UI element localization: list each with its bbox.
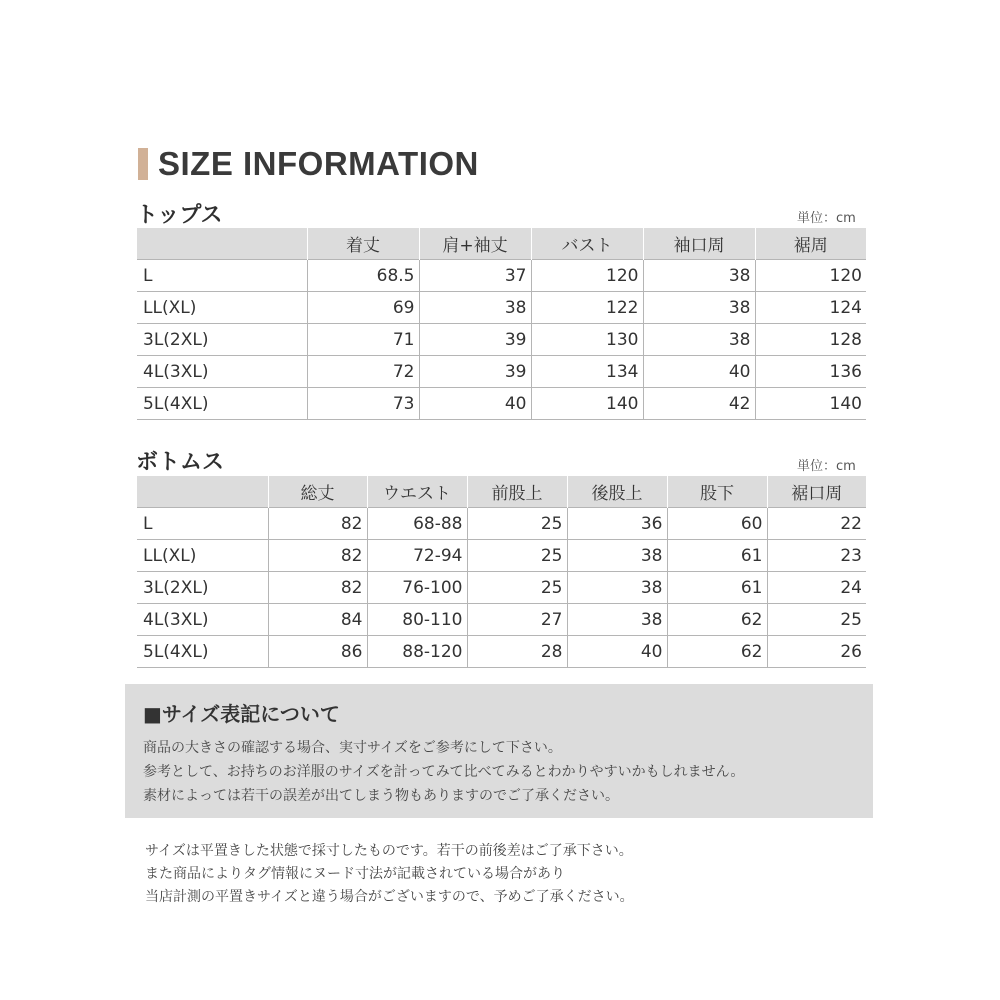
measurement-cell: 25 — [467, 572, 567, 604]
notice-text — [143, 736, 744, 808]
tops-column-header: 肩+袖丈 — [419, 228, 531, 260]
measurement-cell: 38 — [567, 572, 667, 604]
measurement-cell: 124 — [755, 292, 866, 324]
measurement-cell: 27 — [467, 604, 567, 636]
measurement-cell: 38 — [567, 604, 667, 636]
size-label-cell: 5L(4XL) — [137, 636, 268, 668]
measurement-cell: 73 — [307, 388, 419, 420]
title-accent-bar — [138, 148, 148, 180]
size-notice-box — [125, 684, 873, 818]
measurement-cell: 72-94 — [367, 540, 467, 572]
measurement-cell: 40 — [567, 636, 667, 668]
size-label-cell: LL(XL) — [137, 292, 307, 324]
bottoms-size-table — [137, 476, 866, 668]
table-row — [137, 572, 866, 604]
measurement-cell: 82 — [268, 540, 367, 572]
measurement-cell: 25 — [767, 604, 866, 636]
tops-unit: 単位：cm — [797, 211, 856, 226]
size-label-cell: LL(XL) — [137, 540, 268, 572]
page-title-block — [138, 146, 479, 182]
table-row — [137, 292, 866, 324]
size-label-cell: L — [137, 260, 307, 292]
measurement-cell: 140 — [755, 388, 866, 420]
measurement-cell: 68-88 — [367, 508, 467, 540]
measurement-cell: 38 — [643, 324, 755, 356]
notice-line: 素材によっては若干の誤差が出てしまう物もありますのでご了承ください。 — [143, 788, 619, 804]
page-title: SIZE INFORMATION — [158, 145, 479, 182]
measurement-cell: 26 — [767, 636, 866, 668]
bottoms-unit: 単位：cm — [797, 459, 856, 474]
measurement-cell: 61 — [667, 540, 767, 572]
tops-column-header: 裾周 — [755, 228, 866, 260]
size-label-cell: 3L(2XL) — [137, 324, 307, 356]
bottoms-label: ボトムス — [136, 450, 225, 475]
measurement-cell: 28 — [467, 636, 567, 668]
measurement-cell: 22 — [767, 508, 866, 540]
measurement-cell: 128 — [755, 324, 866, 356]
size-label-cell: L — [137, 508, 268, 540]
size-label-cell: 4L(3XL) — [137, 356, 307, 388]
measurement-cell: 86 — [268, 636, 367, 668]
measurement-cell: 38 — [643, 292, 755, 324]
measurement-cell: 88-120 — [367, 636, 467, 668]
measurement-cell: 62 — [667, 604, 767, 636]
bottoms-column-header: ウエスト — [367, 476, 467, 508]
tops-column-header: 着丈 — [307, 228, 419, 260]
measurement-cell: 36 — [567, 508, 667, 540]
measurement-cell: 69 — [307, 292, 419, 324]
measurement-cell: 39 — [419, 324, 531, 356]
table-row — [137, 324, 866, 356]
measurement-cell: 120 — [531, 260, 643, 292]
measurement-cell: 130 — [531, 324, 643, 356]
table-row — [137, 388, 866, 420]
bottoms-column-header: 後股上 — [567, 476, 667, 508]
footer-line: サイズは平置きした状態で採寸したものです。若干の前後差はご了承下さい。 — [145, 843, 633, 859]
tops-label: トップス — [136, 203, 223, 228]
measurement-cell: 61 — [667, 572, 767, 604]
bottoms-column-header: 前股上 — [467, 476, 567, 508]
table-row — [137, 604, 866, 636]
size-label-cell: 5L(4XL) — [137, 388, 307, 420]
measurement-cell: 39 — [419, 356, 531, 388]
measurement-cell: 38 — [567, 540, 667, 572]
measurement-cell: 71 — [307, 324, 419, 356]
measurement-cell: 23 — [767, 540, 866, 572]
size-label-cell: 3L(2XL) — [137, 572, 268, 604]
measurement-cell: 122 — [531, 292, 643, 324]
measurement-cell: 62 — [667, 636, 767, 668]
notice-line: 商品の大きさの確認する場合、実寸サイズをご参考にして下さい。 — [143, 740, 562, 756]
measurement-cell: 25 — [467, 540, 567, 572]
tops-column-header — [137, 228, 307, 260]
measurement-cell: 37 — [419, 260, 531, 292]
measurement-cell: 68.5 — [307, 260, 419, 292]
tops-header-row — [137, 228, 866, 260]
footer-notes — [145, 840, 634, 909]
measurement-cell: 84 — [268, 604, 367, 636]
notice-title: ■サイズ表記について — [143, 702, 340, 726]
footer-line: また商品によりタグ情報にヌード寸法が記載されている場合があり — [145, 866, 565, 882]
table-row — [137, 540, 866, 572]
footer-line: 当店計測の平置きサイズと違う場合がございますので、予めご了承ください。 — [145, 889, 634, 905]
bottoms-column-header: 裾口周 — [767, 476, 866, 508]
tops-column-header: バスト — [531, 228, 643, 260]
measurement-cell: 80-110 — [367, 604, 467, 636]
table-row — [137, 636, 866, 668]
notice-line: 参考として、お持ちのお洋服のサイズを計ってみて比べてみるとわかりやすいかもしれません。 — [143, 764, 745, 780]
table-row — [137, 260, 866, 292]
table-row — [137, 356, 866, 388]
bottoms-column-header: 股下 — [667, 476, 767, 508]
measurement-cell: 38 — [419, 292, 531, 324]
measurement-cell: 40 — [643, 356, 755, 388]
measurement-cell: 120 — [755, 260, 866, 292]
measurement-cell: 72 — [307, 356, 419, 388]
measurement-cell: 82 — [268, 572, 367, 604]
measurement-cell: 24 — [767, 572, 866, 604]
measurement-cell: 136 — [755, 356, 866, 388]
bottoms-column-header: 総丈 — [268, 476, 367, 508]
measurement-cell: 82 — [268, 508, 367, 540]
measurement-cell: 42 — [643, 388, 755, 420]
bottoms-column-header — [137, 476, 268, 508]
measurement-cell: 140 — [531, 388, 643, 420]
measurement-cell: 60 — [667, 508, 767, 540]
measurement-cell: 134 — [531, 356, 643, 388]
measurement-cell: 38 — [643, 260, 755, 292]
table-row — [137, 508, 866, 540]
bottoms-header-row — [137, 476, 866, 508]
tops-column-header: 袖口周 — [643, 228, 755, 260]
tops-size-table — [137, 228, 866, 420]
measurement-cell: 25 — [467, 508, 567, 540]
measurement-cell: 76-100 — [367, 572, 467, 604]
measurement-cell: 40 — [419, 388, 531, 420]
size-label-cell: 4L(3XL) — [137, 604, 268, 636]
